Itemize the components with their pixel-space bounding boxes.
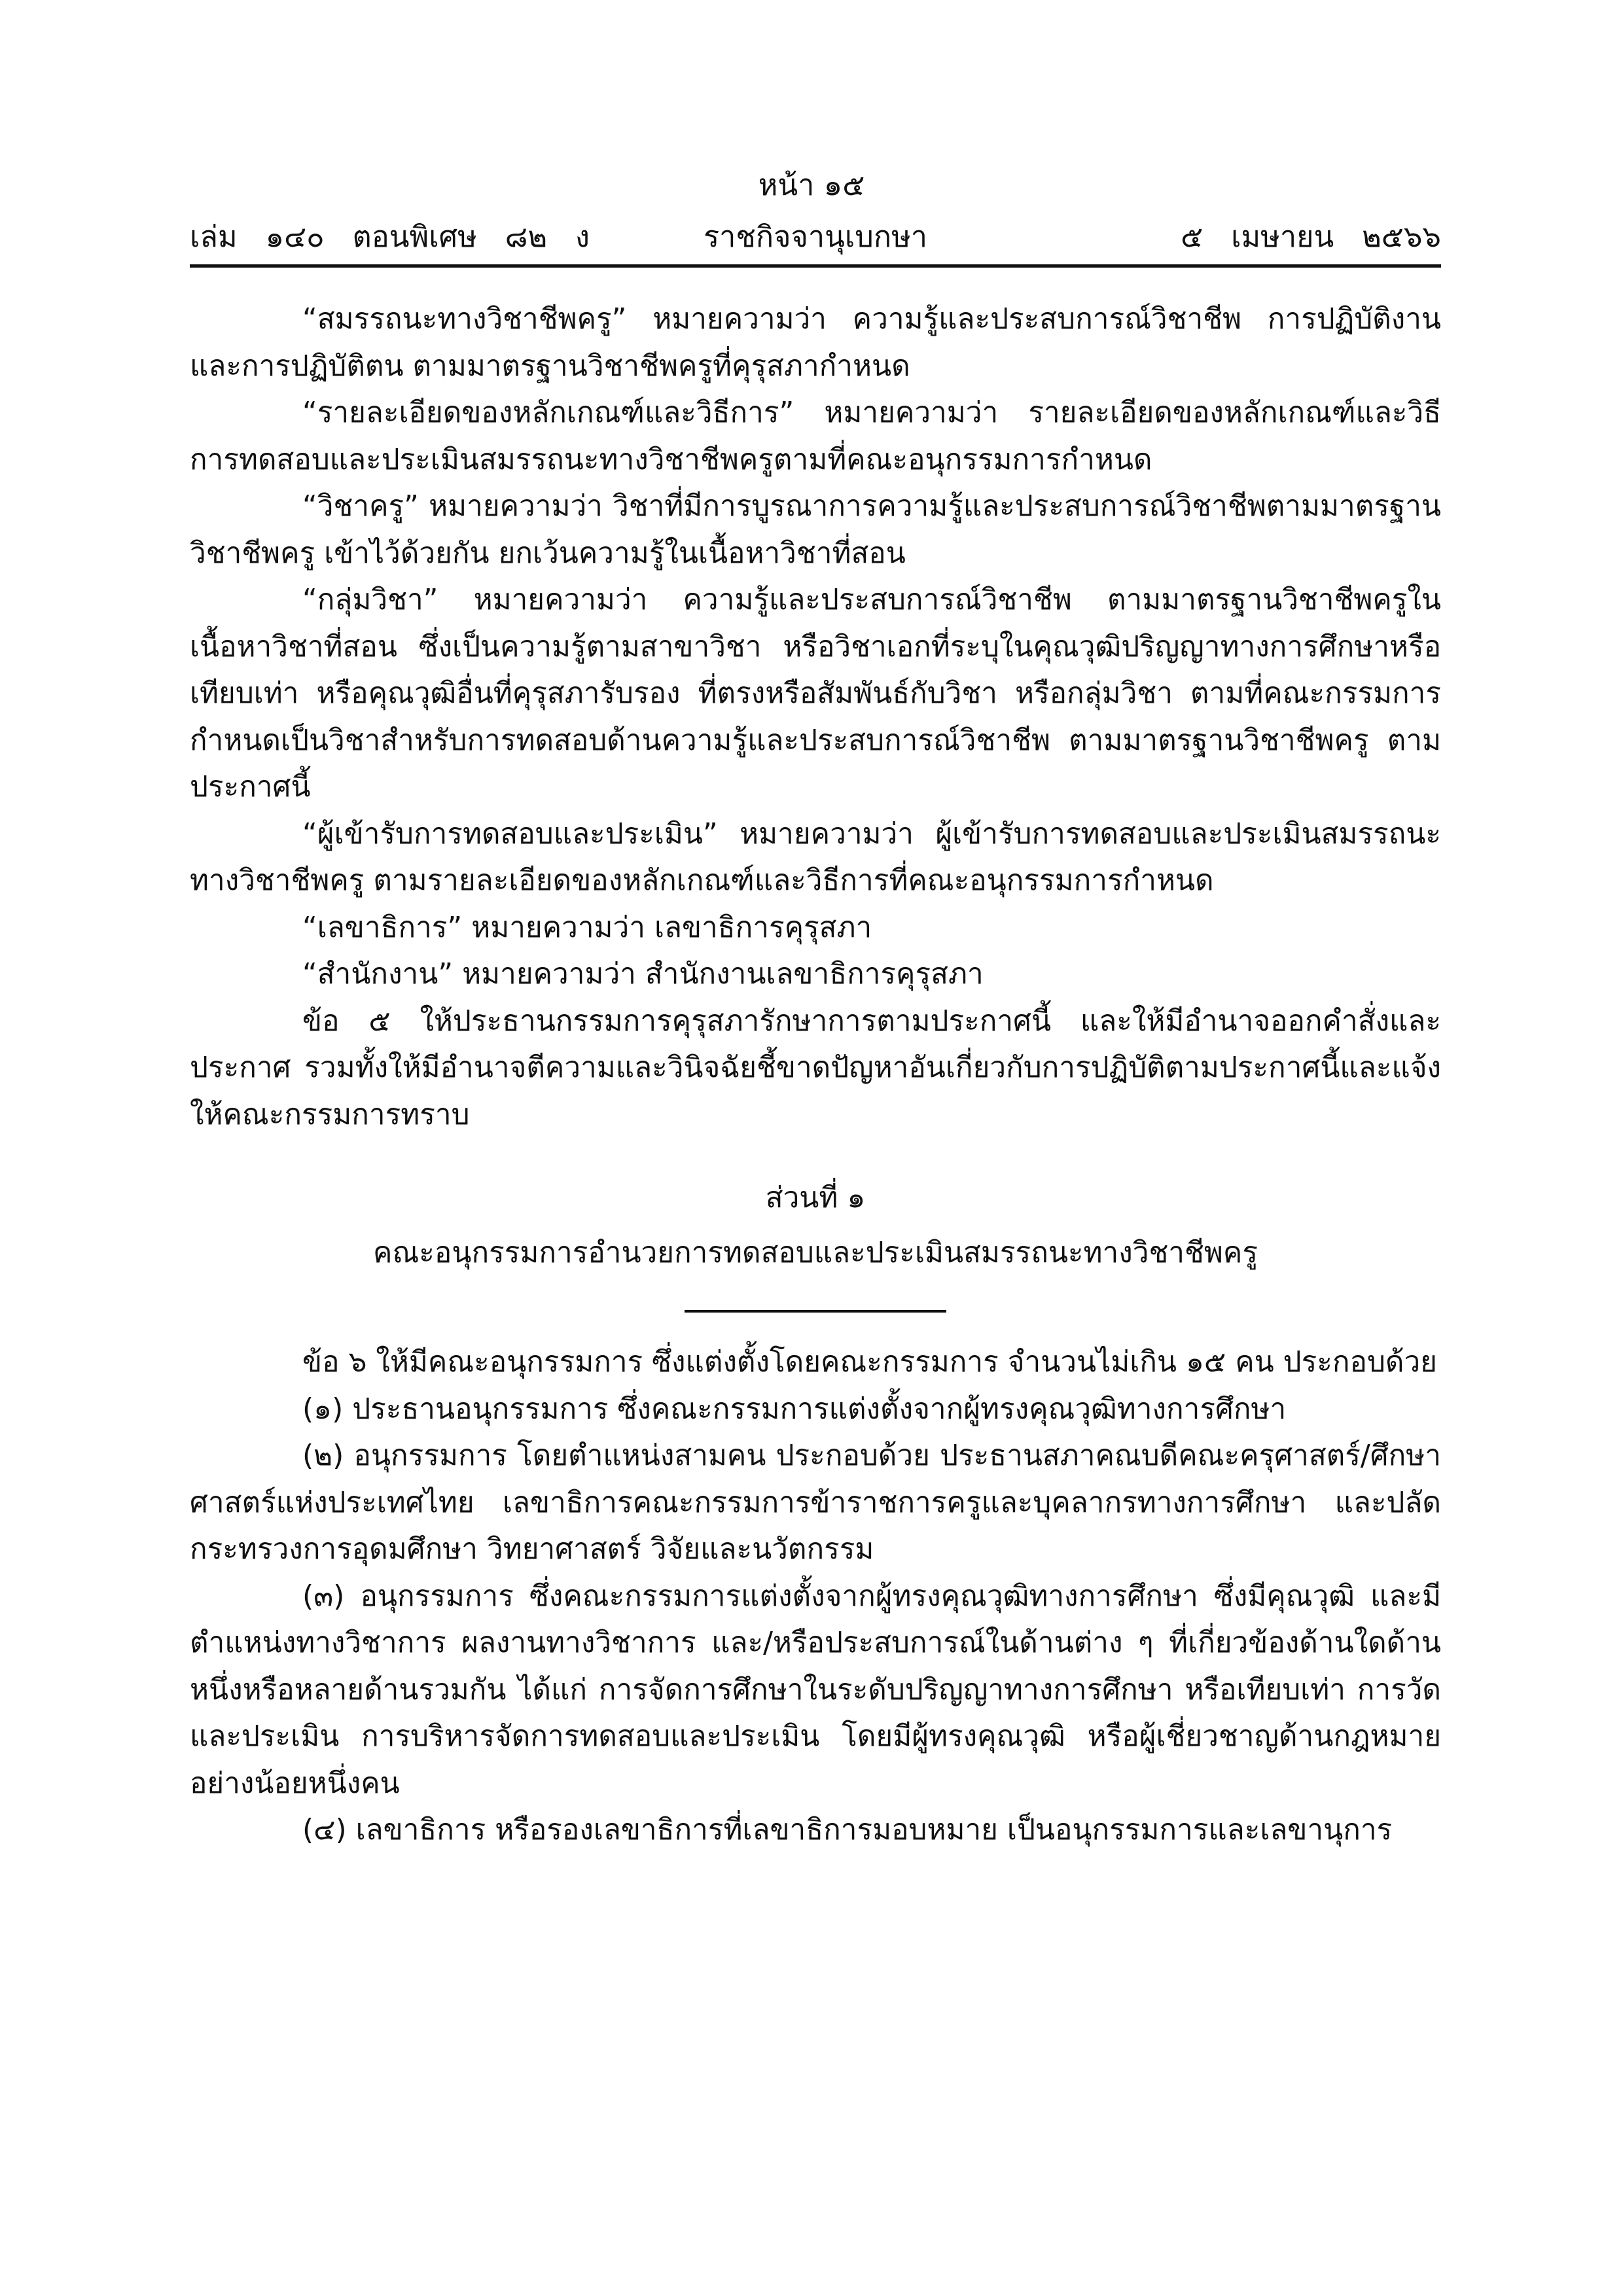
gazette-title: ราชกิจจานุเบกษา bbox=[703, 219, 928, 254]
clause-6-item: (๓) อนุกรรมการ ซึ่งคณะกรรมการแต่งตั้งจากผู้ทรงคุณวุฒิทางการศึกษา ซึ่งมีคุณวุฒิ และมีตำแหน่งทางวิชาการ ผลงานทางวิชาการ และ/หรือประสบการณ์ในด้านต่าง ๆ ที่เกี่ยวข้องด้านใดด้านหนึ่งหรือหลายด้านรวมกัน ได้แก่ การจัดการศึกษาในระดับปริญญาทางการศึกษา หรือเทียบเท่า การวัดและประเมิน การบริหารจัดการทดสอบและประเมิน โดยมีผู้ทรงคุณวุฒิ หรือผู้เชี่ยวชาญด้านกฎหมายอย่างน้อยหนึ่งคน bbox=[190, 1579, 1441, 1800]
page-number: หน้า ๑๕ bbox=[758, 168, 865, 202]
definition-paragraph: “วิชาครู” หมายความว่า วิชาที่มีการบูรณาการความรู้และประสบการณ์วิชาชีพตามมาตรฐานวิชาชีพครู เข้าไว้ด้วยกัน ยกเว้นความรู้ในเนื้อหาวิชาที่สอน bbox=[190, 489, 1441, 570]
definition-paragraph: “สำนักงาน” หมายความว่า สำนักงานเลขาธิการคุรุสภา bbox=[302, 957, 984, 991]
volume-issue: เล่ม ๑๔๐ ตอนพิเศษ ๘๒ ง bbox=[190, 219, 590, 254]
header-divider bbox=[190, 264, 1441, 268]
section-divider bbox=[685, 1310, 946, 1313]
clause-6-item: (๑) ประธานอนุกรรมการ ซึ่งคณะกรรมการแต่งตั้งจากผู้ทรงคุณวุฒิทางการศึกษา bbox=[302, 1392, 1287, 1426]
definition-paragraph: “เลขาธิการ” หมายความว่า เลขาธิการคุรุสภา bbox=[302, 910, 872, 944]
clause-5-paragraph: ข้อ ๕ ให้ประธานกรรมการคุรุสภารักษาการตามประกาศนี้ และให้มีอำนาจออกคำสั่งและประกาศ รวมทั้งให้มีอำนาจตีความและวินิจฉัยชี้ขาดปัญหาอันเกี่ยวกับการปฏิบัติตามประกาศนี้และแจ้งให้คณะกรรมการทราบ bbox=[190, 1004, 1441, 1131]
clause-6-item: (๔) เลขาธิการ หรือรองเลขาธิการที่เลขาธิการมอบหมาย เป็นอนุกรรมการและเลขานุการ bbox=[302, 1813, 1393, 1846]
publication-date: ๕ เมษายน ๒๕๖๖ bbox=[1181, 219, 1441, 254]
clause-6-intro: ข้อ ๖ ให้มีคณะอนุกรรมการ ซึ่งแต่งตั้งโดยคณะกรรมการ จำนวนไม่เกิน ๑๕ คน ประกอบด้วย bbox=[302, 1345, 1437, 1379]
clause-6-item: (๒) อนุกรรมการ โดยตำแหน่งสามคน ประกอบด้วย ประธานสภาคณบดีคณะครุศาสตร์/ศึกษาศาสตร์แห่งประเทศไทย เลขาธิการคณะกรรมการข้าราชการครูและบุคลากรทางการศึกษา และปลัดกระทรวงการอุดมศึกษา วิทยาศาสตร์ วิจัยและนวัตกรรม bbox=[190, 1439, 1441, 1566]
section-title: ส่วนที่ ๑ bbox=[765, 1181, 866, 1214]
section-subtitle: คณะอนุกรรมการอำนวยการทดสอบและประเมินสมรรถนะทางวิชาชีพครู bbox=[373, 1235, 1258, 1269]
document-body bbox=[190, 296, 1441, 1854]
definition-paragraph: “ผู้เข้ารับการทดสอบและประเมิน” หมายความว่า ผู้เข้ารับการทดสอบและประเมินสมรรถนะทางวิชาชีพครู ตามรายละเอียดของหลักเกณฑ์และวิธีการที่คณะอนุกรรมการกำหนด bbox=[190, 817, 1441, 897]
definition-paragraph: “กลุ่มวิชา” หมายความว่า ความรู้และประสบการณ์วิชาชีพ ตามมาตรฐานวิชาชีพครูในเนื้อหาวิชาที่สอน ซึ่งเป็นความรู้ตามสาขาวิชา หรือวิชาเอกที่ระบุในคุณวุฒิปริญญาทางการศึกษาหรือเทียบเท่า หรือคุณวุฒิอื่นที่คุรุสภารับรอง ที่ตรงหรือสัมพันธ์กับวิชา หรือกลุ่มวิชา ตามที่คณะกรรมการกำหนดเป็นวิชาสำหรับการทดสอบด้านความรู้และประสบการณ์วิชาชีพ ตามมาตรฐานวิชาชีพครู ตามประกาศนี้ bbox=[190, 583, 1441, 804]
gazette-header bbox=[190, 211, 1441, 263]
definition-paragraph: “สมรรถนะทางวิชาชีพครู” หมายความว่า ความรู้และประสบการณ์วิชาชีพ การปฏิบัติงานและการปฏิบัติตน ตามมาตรฐานวิชาชีพครูที่คุรุสภากำหนด bbox=[190, 302, 1441, 383]
definition-paragraph: “รายละเอียดของหลักเกณฑ์และวิธีการ” หมายความว่า รายละเอียดของหลักเกณฑ์และวิธีการทดสอบและประเมินสมรรถนะทางวิชาชีพครูตามที่คณะอนุกรรมการกำหนด bbox=[190, 396, 1441, 476]
